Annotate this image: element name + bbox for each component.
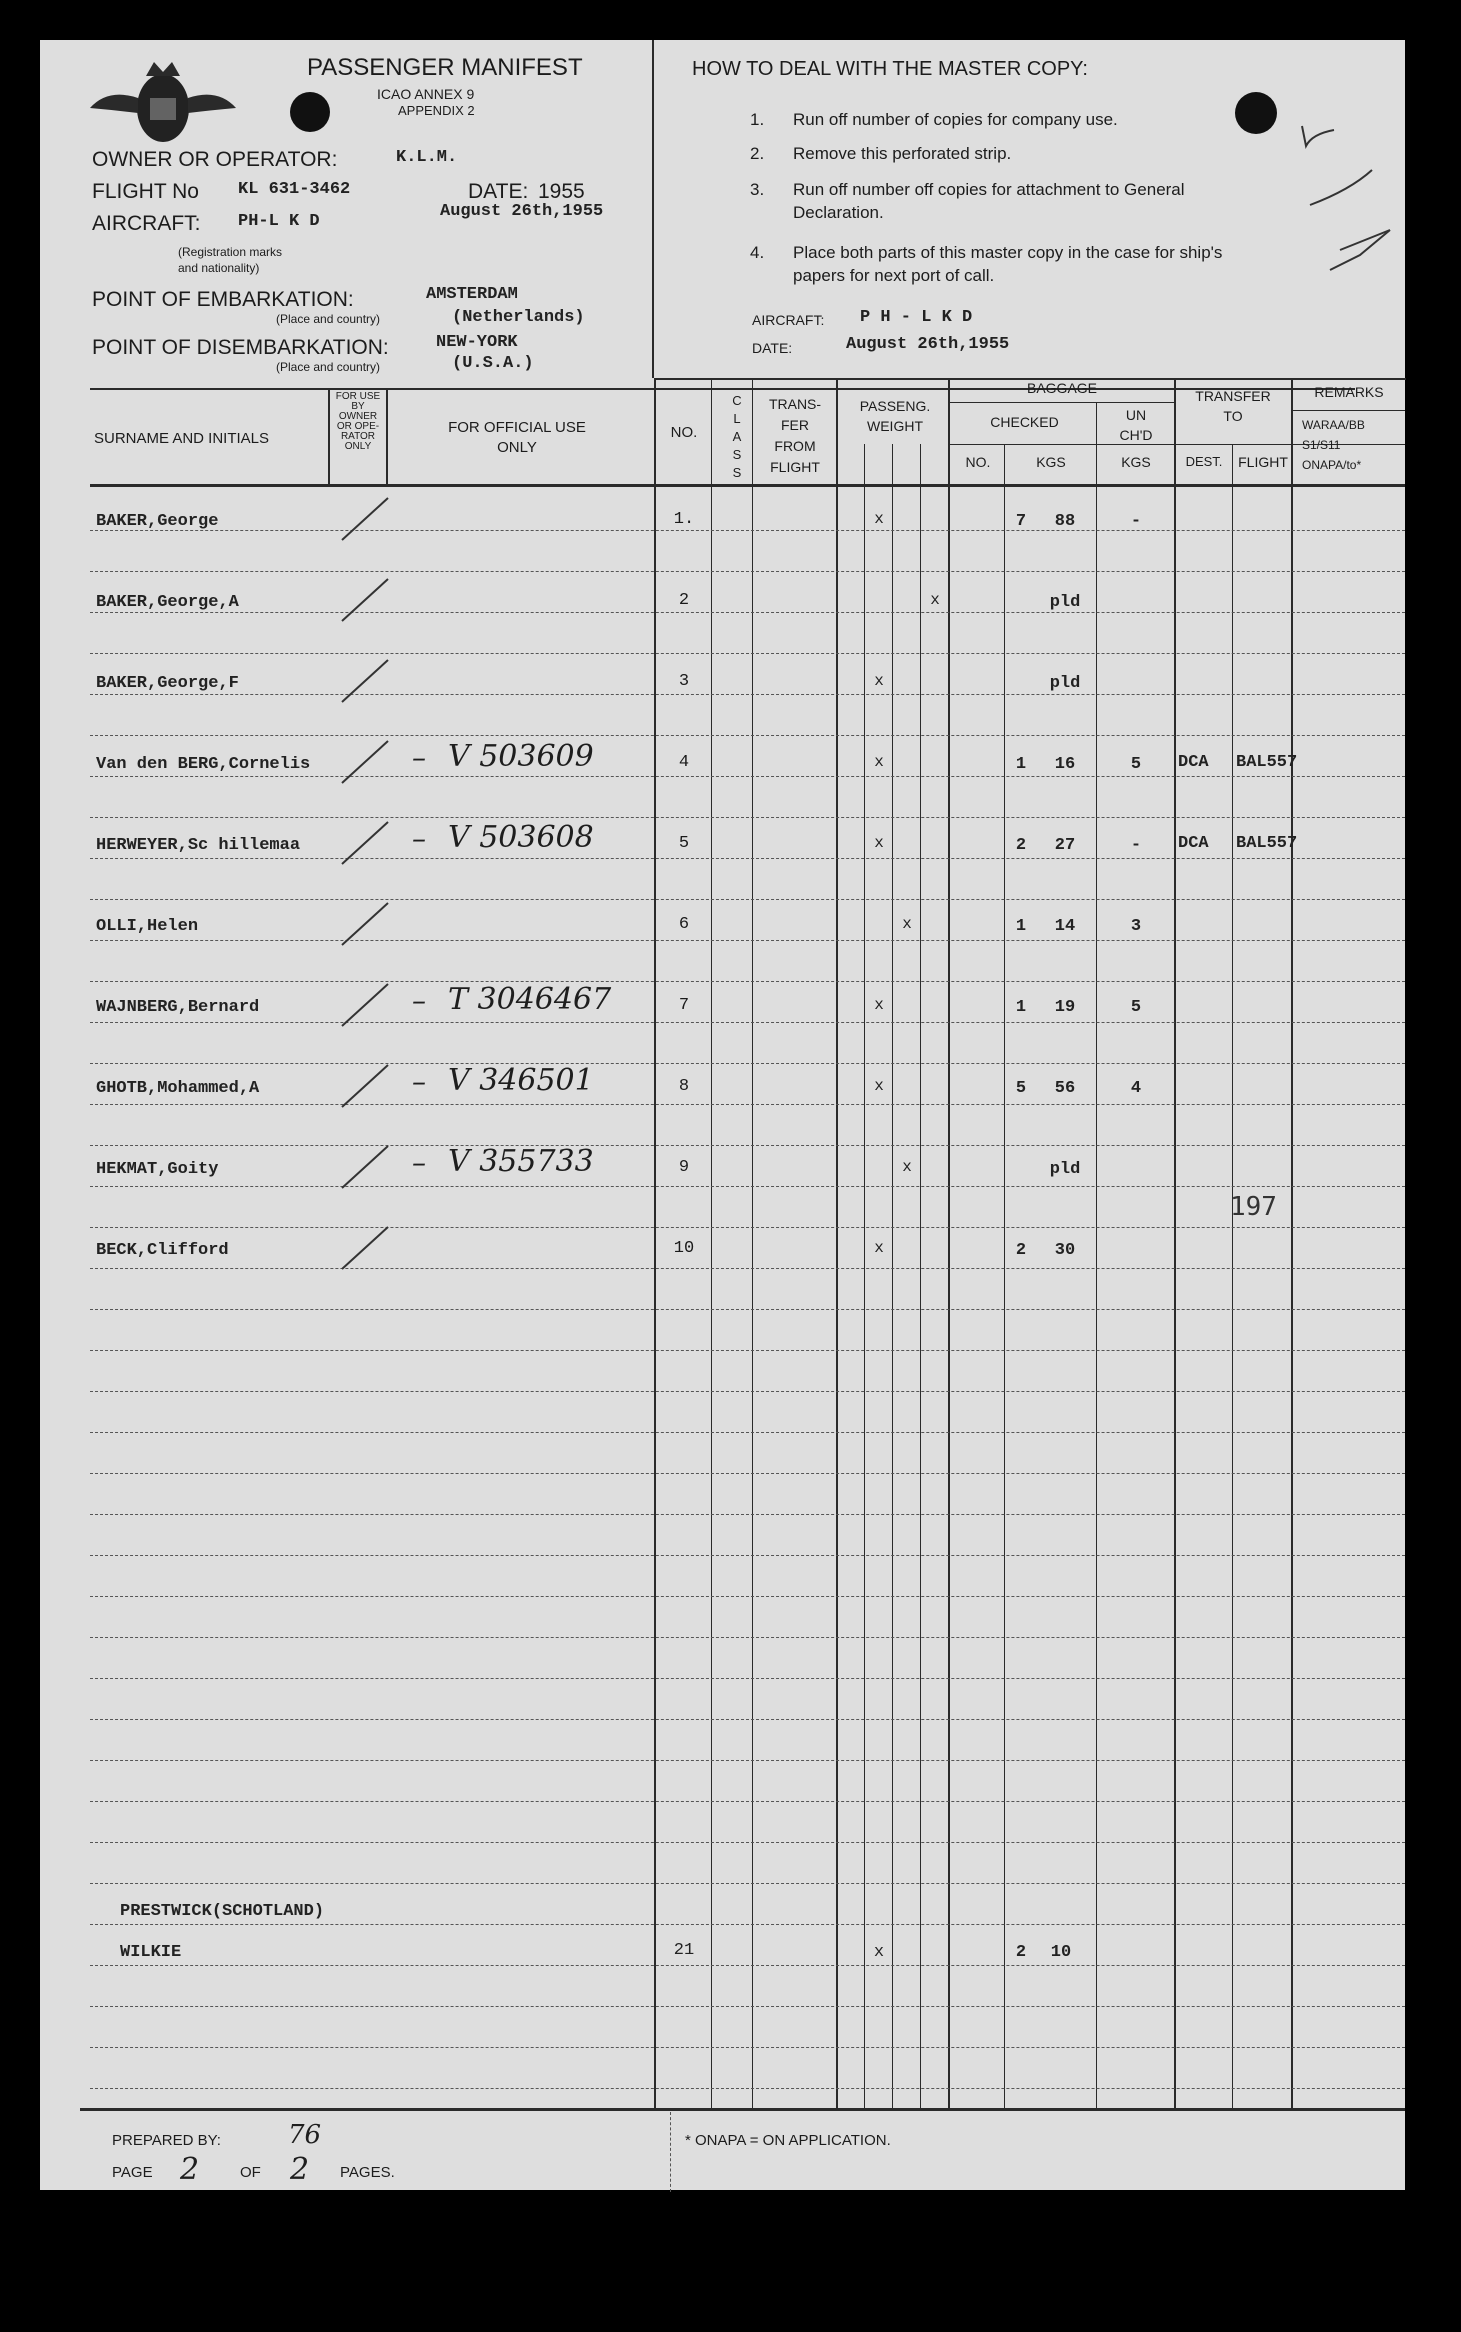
extra-no: 21 xyxy=(673,1941,695,1960)
official-dash: – xyxy=(412,984,426,1017)
pages-label: PAGES. xyxy=(340,2164,395,2181)
row-separator xyxy=(90,694,1405,695)
passenger-no: 4 xyxy=(678,753,690,772)
table-header-bottom-rule xyxy=(90,484,1405,487)
baggage-kgs: 30 xyxy=(1054,1241,1076,1260)
weight-mark: x xyxy=(874,510,884,528)
col-line xyxy=(1096,402,1097,2108)
row-separator xyxy=(90,612,1405,613)
row-separator xyxy=(90,1350,1405,1351)
passenger-name: BECK,Clifford xyxy=(96,1241,229,1260)
date-printed: 1955 xyxy=(538,180,585,203)
extra-weight-mark: x xyxy=(873,1943,885,1962)
passenger-no: 9 xyxy=(678,1158,690,1177)
baggage-kgs: pld xyxy=(1049,674,1081,693)
transfer-flight: BAL557 xyxy=(1236,753,1298,772)
row-separator xyxy=(90,653,1405,654)
date-label: DATE: xyxy=(468,180,529,203)
instr-aircraft-value: P H - L K D xyxy=(860,308,973,327)
icao-annex: ICAO ANNEX 9 xyxy=(377,86,475,102)
col-class: C L A S S xyxy=(732,393,742,480)
passenger-name: HERWEYER,Sc hillemaa xyxy=(96,836,301,855)
owner-check-mark xyxy=(338,1221,428,1281)
instruction-2-num: 2. xyxy=(750,144,765,163)
col-line xyxy=(752,378,753,2108)
date-value: August 26th,1955 xyxy=(440,202,604,221)
unchecked-kgs: 3 xyxy=(1130,917,1142,936)
transfer-flight: BAL557 xyxy=(1236,834,1298,853)
row-separator xyxy=(90,1186,1405,1187)
col-owner-use: FOR USE BY OWNER OR OPE- RATOR ONLY xyxy=(335,391,381,452)
row-separator xyxy=(90,1268,1405,1269)
row-separator xyxy=(90,1514,1405,1515)
instr-date-value: August 26th,1955 xyxy=(846,335,1010,354)
instruction-3b: Declaration. xyxy=(793,203,884,222)
baggage-no: 1 xyxy=(1015,998,1027,1017)
row-separator xyxy=(90,1883,1405,1884)
klm-crown-logo xyxy=(88,58,238,148)
stop-label: PRESTWICK(SCHOTLAND) xyxy=(120,1902,325,1921)
col-baggage: BAGGAGE xyxy=(1026,380,1098,396)
baggage-kgs: 56 xyxy=(1054,1079,1076,1098)
row-separator xyxy=(90,776,1405,777)
transfer-dest: DCA xyxy=(1178,753,1209,772)
page-total: 2 xyxy=(290,2152,310,2187)
extra-name: WILKIE xyxy=(120,1943,182,1962)
official-use-number: V 503609 xyxy=(448,739,594,774)
unchecked-kgs: 5 xyxy=(1130,998,1142,1017)
baggage-kgs: 19 xyxy=(1054,998,1076,1017)
manifest-paper xyxy=(40,40,1405,2190)
col-remarks: REMARKS xyxy=(1314,384,1384,400)
row-separator xyxy=(90,1678,1405,1679)
official-dash: – xyxy=(412,822,426,855)
flight-label: FLIGHT No xyxy=(92,180,199,203)
col-dest: DEST. xyxy=(1185,454,1223,469)
onapa-note: * ONAPA = ON APPLICATION. xyxy=(685,2132,891,2149)
col-unchd-kgs: KGS xyxy=(1121,454,1151,470)
footer-rule xyxy=(80,2108,1405,2111)
passenger-no: 8 xyxy=(678,1077,690,1096)
aircraft-value: PH-L K D xyxy=(238,212,320,231)
unchecked-kgs: - xyxy=(1130,512,1142,531)
official-use-number: T 3046467 xyxy=(448,982,612,1017)
col-line xyxy=(328,388,330,486)
col-transfer-to: TRANSFER TO xyxy=(1195,388,1271,424)
row-separator xyxy=(90,2088,1405,2089)
row-separator xyxy=(90,1924,1405,1925)
passenger-no: 3 xyxy=(678,672,690,691)
extra-bag-no: 2 xyxy=(1015,1943,1027,1962)
flight-value: KL 631-3462 xyxy=(238,180,351,199)
weight-mark: x xyxy=(902,1158,912,1176)
row-separator xyxy=(90,1555,1405,1556)
col-no: NO. xyxy=(670,424,698,441)
col-remarks-sub: WARAA/BB S1/S11 ONAPA/to* xyxy=(1302,418,1365,472)
prepared-by-value: 76 xyxy=(288,2120,322,2150)
col-line xyxy=(386,388,388,486)
aircraft-label: AIRCRAFT: xyxy=(92,212,201,235)
baggage-no: 2 xyxy=(1015,1241,1027,1260)
row-separator xyxy=(90,735,1405,736)
row-separator xyxy=(90,1965,1405,1966)
row-separator xyxy=(90,1760,1405,1761)
instruction-4: Place both parts of this master copy in the case for ship's xyxy=(793,243,1223,262)
passenger-name: OLLI,Helen xyxy=(96,917,199,936)
instruction-4b: papers for next port of call. xyxy=(793,266,995,285)
baggage-no: 5 xyxy=(1015,1079,1027,1098)
baggage-kgs: 27 xyxy=(1054,836,1076,855)
disembarkation-country: (U.S.A.) xyxy=(452,354,534,373)
baggage-no: 1 xyxy=(1015,917,1027,936)
col-flight: FLIGHT xyxy=(1238,454,1288,470)
baggage-kgs: 88 xyxy=(1054,512,1076,531)
footer-divider xyxy=(670,2112,671,2192)
row-separator xyxy=(90,1063,1405,1064)
stamp-number: 197 xyxy=(1230,1192,1277,1222)
row-separator xyxy=(90,817,1405,818)
owner-check-mark xyxy=(338,654,428,714)
official-dash: – xyxy=(412,1065,426,1098)
unchecked-kgs: - xyxy=(1130,836,1142,855)
row-separator xyxy=(90,1104,1405,1105)
baggage-kgs: 14 xyxy=(1054,917,1076,936)
embarkation-country: (Netherlands) xyxy=(452,308,585,327)
prepared-by-label: PREPARED BY: xyxy=(112,2132,221,2149)
owner-check-mark xyxy=(338,573,428,633)
official-use-number: V 346501 xyxy=(448,1063,594,1098)
registration-note: (Registration marks xyxy=(178,245,283,259)
weight-mark: x xyxy=(874,834,884,852)
disembarkation-label: POINT OF DISEMBARKATION: xyxy=(92,336,389,359)
manifest-title: PASSENGER MANIFEST xyxy=(307,54,583,81)
row-separator xyxy=(90,1227,1405,1228)
row-separator xyxy=(90,1596,1405,1597)
passenger-no: 5 xyxy=(678,834,690,853)
embarkation-label: POINT OF EMBARKATION: xyxy=(92,288,354,311)
col-passeng-weight: PASSENG. WEIGHT xyxy=(859,398,931,434)
row-separator xyxy=(90,1473,1405,1474)
unchecked-kgs: 4 xyxy=(1130,1079,1142,1098)
extra-bag-kgs: 10 xyxy=(1050,1943,1072,1962)
instruction-3: Run off number off copies for attachment to General xyxy=(793,180,1185,199)
row-separator xyxy=(90,1432,1405,1433)
col-line xyxy=(1174,378,1176,2108)
passenger-name: GHOTB,Mohammed,A xyxy=(96,1079,260,1098)
row-separator xyxy=(90,981,1405,982)
passenger-name: BAKER,George,F xyxy=(96,674,239,693)
row-separator xyxy=(90,1145,1405,1146)
col-surname: SURNAME AND INITIALS xyxy=(94,430,270,447)
row-separator xyxy=(90,1391,1405,1392)
transfer-dest: DCA xyxy=(1178,834,1209,853)
registration-note-2: and nationality) xyxy=(178,261,260,275)
owner-value: K.L.M. xyxy=(396,148,458,167)
col-official-use: FOR OFFICIAL USE ONLY xyxy=(448,419,586,456)
passenger-name: Van den BERG,Cornelis xyxy=(96,755,311,774)
col-line xyxy=(836,378,838,2108)
col-checked: CHECKED xyxy=(990,414,1059,430)
passenger-no: 2 xyxy=(678,591,690,610)
col-transfer-from: TRANS- FER FROM FLIGHT xyxy=(768,396,822,475)
instruction-3-num: 3. xyxy=(750,180,765,199)
passenger-name: WAJNBERG,Bernard xyxy=(96,998,260,1017)
passenger-no: 10 xyxy=(673,1239,695,1258)
col-unchd: UN CH'D xyxy=(1119,407,1153,443)
baggage-rule xyxy=(950,402,1175,403)
of-label: OF xyxy=(240,2164,261,2181)
row-separator xyxy=(90,1637,1405,1638)
baggage-kgs: pld xyxy=(1049,593,1081,612)
row-separator xyxy=(90,899,1405,900)
instructions-title: HOW TO DEAL WITH THE MASTER COPY: xyxy=(692,58,1088,80)
row-separator xyxy=(90,2006,1405,2007)
passenger-name: BAKER,George,A xyxy=(96,593,239,612)
remarks-rule xyxy=(1292,410,1405,411)
instruction-1-num: 1. xyxy=(750,110,765,129)
col-line xyxy=(1291,378,1293,2108)
passenger-no: 6 xyxy=(678,915,690,934)
row-separator xyxy=(90,940,1405,941)
passenger-no: 7 xyxy=(678,996,690,1015)
header-divider xyxy=(652,40,654,378)
owner-label: OWNER OR OPERATOR: xyxy=(92,148,338,171)
weight-mark: x xyxy=(930,591,940,609)
weight-mark: x xyxy=(874,996,884,1014)
instruction-4-num: 4. xyxy=(750,243,765,262)
row-separator xyxy=(90,571,1405,572)
official-dash: – xyxy=(412,1146,426,1179)
row-separator xyxy=(90,530,1405,531)
row-separator xyxy=(90,1022,1405,1023)
pencil-check-marks xyxy=(1250,110,1400,290)
embarkation-value: AMSTERDAM xyxy=(426,285,518,304)
instruction-2: Remove this perforated strip. xyxy=(793,144,1012,163)
row-separator xyxy=(90,1719,1405,1720)
disembark-place-note: (Place and country) xyxy=(276,360,381,374)
owner-check-mark xyxy=(338,897,428,957)
embark-place-note: (Place and country) xyxy=(276,312,381,326)
unchecked-kgs: 5 xyxy=(1130,755,1142,774)
row-separator xyxy=(90,1842,1405,1843)
baggage-kgs: pld xyxy=(1049,1160,1081,1179)
weight-mark: x xyxy=(874,1077,884,1095)
weight-mark: x xyxy=(874,1239,884,1257)
official-dash: – xyxy=(412,741,426,774)
baggage-no: 1 xyxy=(1015,755,1027,774)
col-line xyxy=(948,378,950,2108)
row-separator xyxy=(90,858,1405,859)
passenger-name: HEKMAT,Goity xyxy=(96,1160,219,1179)
row-separator xyxy=(90,2047,1405,2048)
page-label: PAGE xyxy=(112,2164,153,2181)
row-separator xyxy=(90,1801,1405,1802)
punch-hole xyxy=(290,92,330,132)
owner-check-mark xyxy=(338,492,428,552)
appendix: APPENDIX 2 xyxy=(398,103,475,118)
col-bag-kgs: KGS xyxy=(1036,454,1066,470)
baggage-kgs: 16 xyxy=(1054,755,1076,774)
weight-mark: x xyxy=(874,672,884,690)
instr-date-label: DATE: xyxy=(752,340,793,356)
row-separator xyxy=(90,1309,1405,1310)
official-use-number: V 355733 xyxy=(448,1144,594,1179)
disembarkation-value: NEW-YORK xyxy=(436,333,518,352)
weight-mark: x xyxy=(902,915,912,933)
passenger-no: 1. xyxy=(673,510,695,529)
baggage-no: 2 xyxy=(1015,836,1027,855)
official-use-number: V 503608 xyxy=(448,820,594,855)
page-number: 2 xyxy=(180,2152,200,2187)
weight-mark: x xyxy=(874,753,884,771)
instr-aircraft-label: AIRCRAFT: xyxy=(752,312,825,328)
baggage-no: 7 xyxy=(1015,512,1027,531)
col-bag-no: NO. xyxy=(965,454,991,470)
instruction-1: Run off number of copies for company use. xyxy=(793,110,1118,129)
passenger-name: BAKER,George xyxy=(96,512,219,531)
